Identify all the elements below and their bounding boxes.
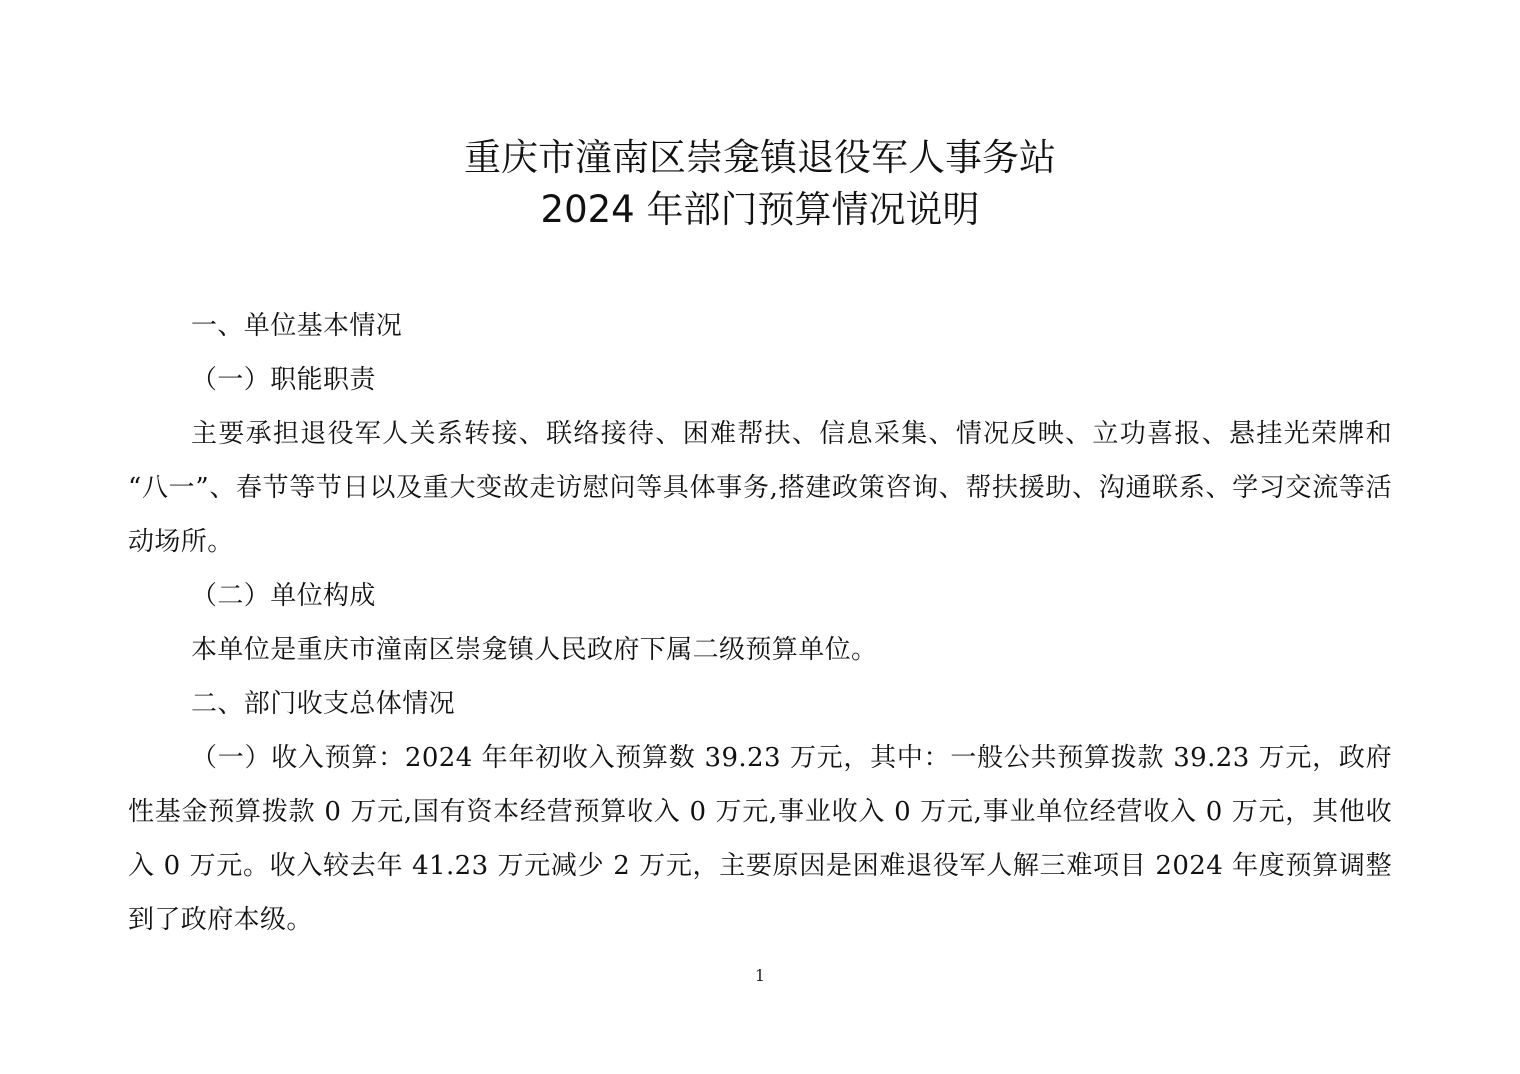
- section-heading-overall-budget: 二、部门收支总体情况: [191, 689, 456, 719]
- subsection-heading-structure: （二）单位构成: [191, 581, 376, 611]
- paragraph-structure: 本单位是重庆市潼南区崇龛镇人民政府下属二级预算单位。: [191, 635, 878, 665]
- document-title: [0, 132, 1520, 236]
- title-line-organization: 重庆市潼南区崇龛镇退役军人事务站: [464, 136, 1056, 179]
- title-line-budget-description: 2024 年部门预算情况说明: [540, 188, 980, 231]
- section-heading-basic-info: 一、单位基本情况: [191, 311, 403, 341]
- paragraph-income-budget: （一）收入预算：2024 年年初收入预算数 39.23 万元，其中：一般公共预算拨款 39.23 万元，政府性基金预算拨款 0 万元,国有资本经营预算收入 0 万元,事业收入 0 万元,事业单位经营收入 0 万元，其他收入 0 万元。收入较去年 41.23 万元减少 2 万元，主要原因是困难退役军人解三难项目 2024 年度预算调整到了政府本级。: [128, 743, 1392, 935]
- document-body: [128, 299, 1392, 947]
- paragraph-duties: 主要承担退役军人关系转接、联络接待、困难帮扶、信息采集、情况反映、立功喜报、悬挂光荣牌和 “八一”、春节等节日以及重大变故走访慰问等具体事务,搭建政策咨询、帮扶援助、沟通联系、学习交流等活动场所。: [128, 419, 1392, 557]
- subsection-heading-duties: （一）职能职责: [191, 365, 376, 395]
- page-number: 1: [754, 966, 766, 985]
